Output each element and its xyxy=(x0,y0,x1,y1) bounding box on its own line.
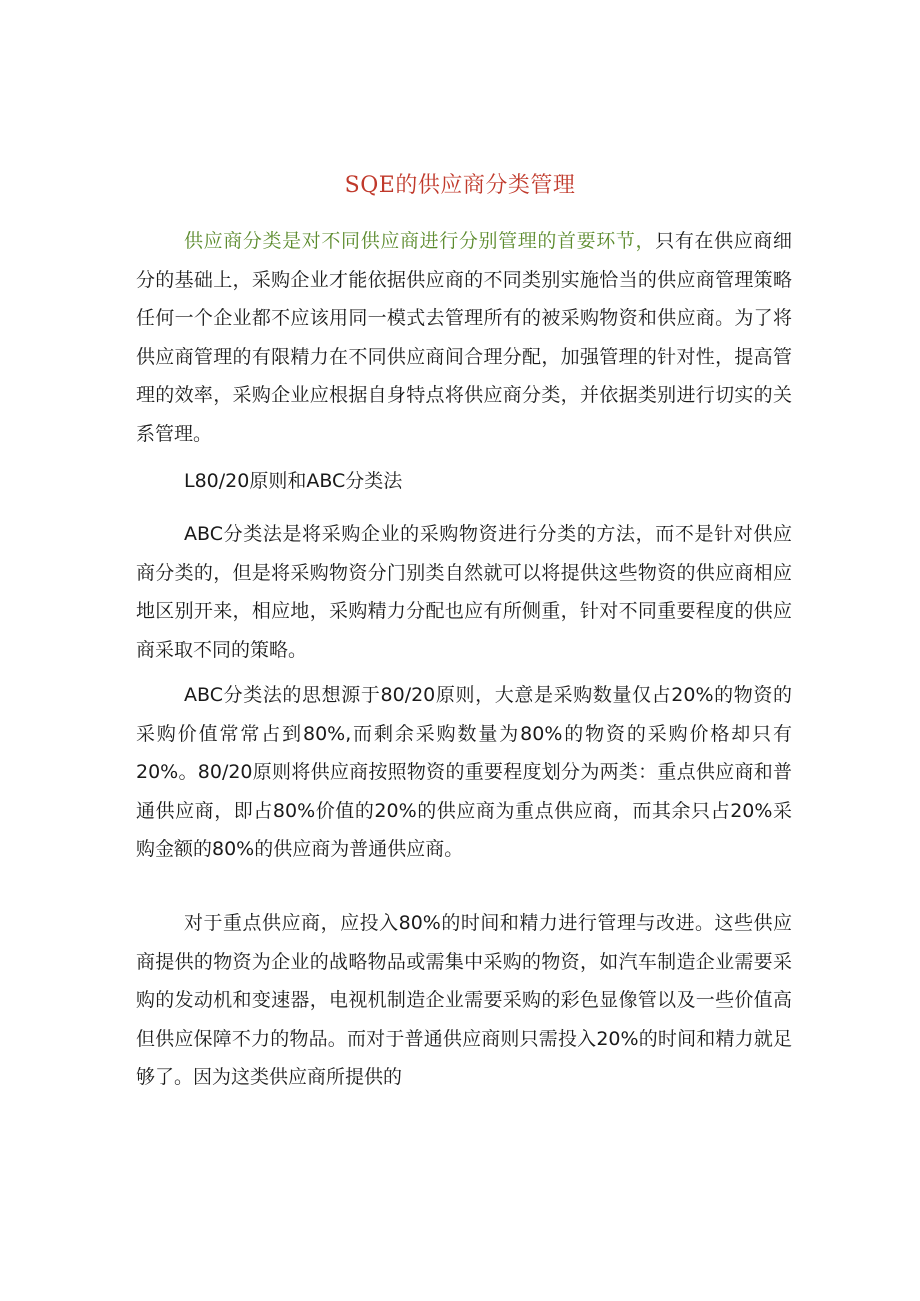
paragraph-intro xyxy=(136,222,792,454)
paragraph-key-suppliers: 对于重点供应商，应投入80%的时间和精力进行管理与改进。这些供应商提供的物资为企业的战略物品或需集中采购的物资，如汽车制造企业需要采购的发动机和变速器，电视机制造企业需要采购的彩色显像管以及一些价值高但供应保障不力的物品。而对于普通供应商则只需投入20%的时间和精力就足够了。因为这类供应商所提供的 xyxy=(136,912,792,1089)
intro-rest: 只有在供应商细分的基础上，采购企业才能依据供应商的不同类别实施恰当的供应商管理策略任何一个企业都不应该用同一模式去管理所有的被采购物资和供应商。为了将供应商管理的有限精力在不同供应商间合理分配，加强管理的针对性，提高管理的效率，采购企业应根据自身特点将供应商分类，并依据类别进行切实的关系管理。 xyxy=(136,230,792,445)
intro-highlight: 供应商分类是对不同供应商进行分别管理的首要环节， xyxy=(184,230,656,252)
paragraph-abc: ABC分类法是将采购企业的采购物资进行分类的方法，而不是针对供应商分类的，但是将采购物资分门别类自然就可以将提供这些物资的供应商相应地区别开来，相应地，采购精力分配也应有所侧重，针对不同重要程度的供应商采取不同的策略。 xyxy=(136,523,792,661)
section-heading: L80/20原则和ABC分类法 xyxy=(184,470,403,492)
paragraph-8020: ABC分类法的思想源于80/20原则，大意是采购数量仅占20%的物资的采购价值常常占到80%,而剩余采购数量为80%的物资的采购价格却只有20%。80/20原则将供应商按照物资的重要程度划分为两类：重点供应商和普通供应商，即占80%价值的20%的供应商为重点供应商，而其余只占20%采购金额的80%的供应商为普通供应商。 xyxy=(136,684,792,861)
page-title: SQE的供应商分类管理 xyxy=(344,173,576,198)
